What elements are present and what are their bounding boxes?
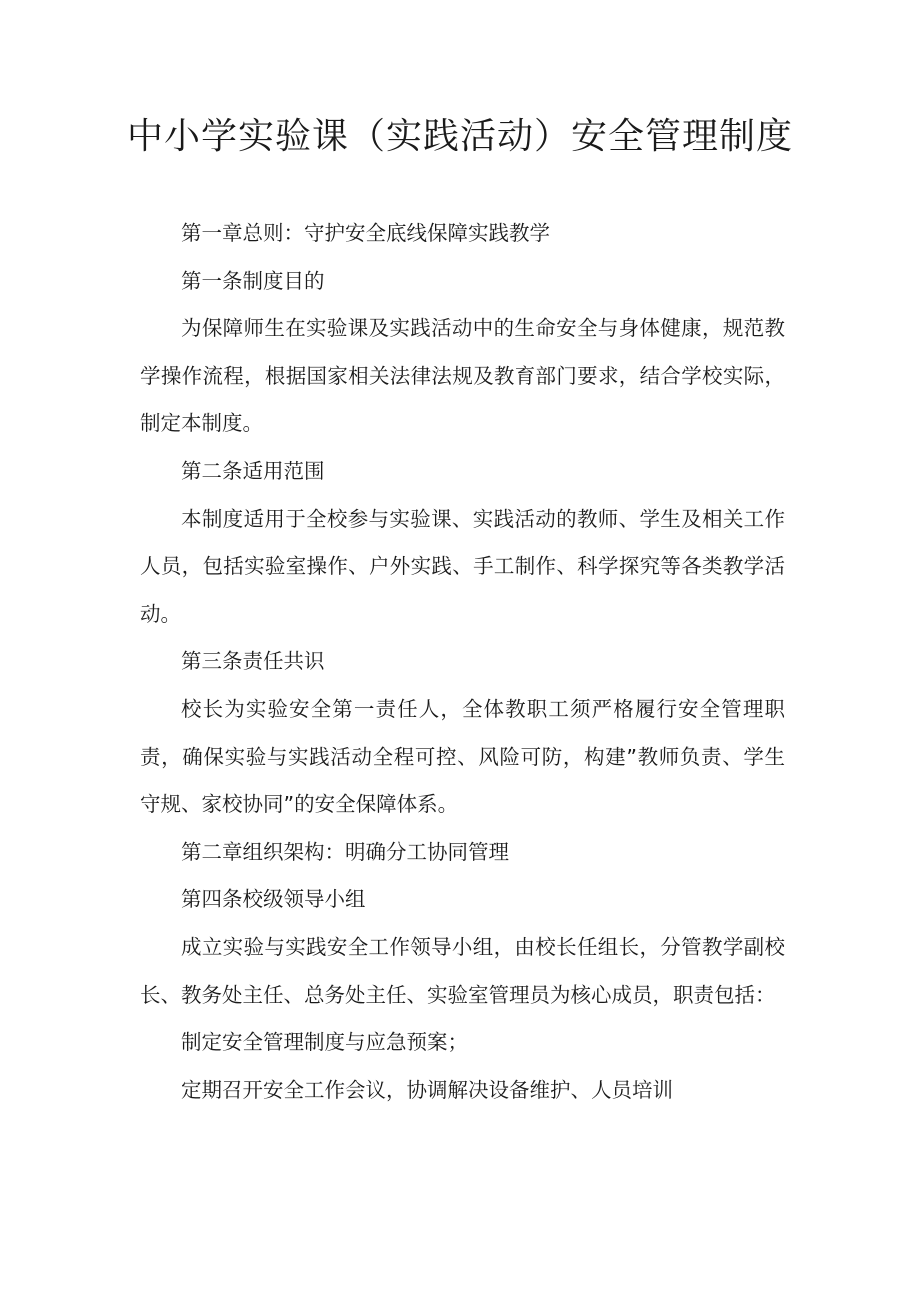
body-paragraph: 校长为实验安全第一责任人，全体教职工须严格履行安全管理职责，确保实验与实践活动全程可控、风险可防，构建”教师负责、学生守规、家校协同”的安全保障体系。 (140, 696, 785, 817)
article-heading: 第四条校级领导小组 (181, 887, 366, 912)
body-paragraph: 成立实验与实践安全工作领导小组，由校长任组长，分管教学副校长、教务处主任、总务处主任、实验室管理员为核心成员，职责包括： (140, 934, 785, 1007)
chapter-heading: 第二章组织架构：明确分工协同管理 (181, 839, 509, 864)
article-heading: 第一条制度目的 (181, 268, 325, 293)
list-item: 制定安全管理制度与应急预案； (181, 1030, 468, 1055)
document-body (140, 210, 785, 1114)
document-title: 中小学实验课（实践活动）安全管理制度 (126, 116, 793, 157)
chapter-heading: 第一章总则：守护安全底线保障实践教学 (181, 221, 550, 245)
body-paragraph: 为保障师生在实验课及实践活动中的生命安全与身体健康，规范教学操作流程，根据国家相关法律法规及教育部门要求，结合学校实际，制定本制度。 (140, 316, 785, 436)
body-paragraph: 本制度适用于全校参与实验课、实践活动的教师、学生及相关工作人员，包括实验室操作、户外实践、手工制作、科学探究等各类教学活动。 (140, 506, 785, 626)
article-heading: 第三条责任共识 (181, 649, 325, 674)
list-item: 定期召开安全工作会议，协调解决设备维护、人员培训 (181, 1077, 673, 1102)
article-heading: 第二条适用范围 (181, 458, 325, 483)
